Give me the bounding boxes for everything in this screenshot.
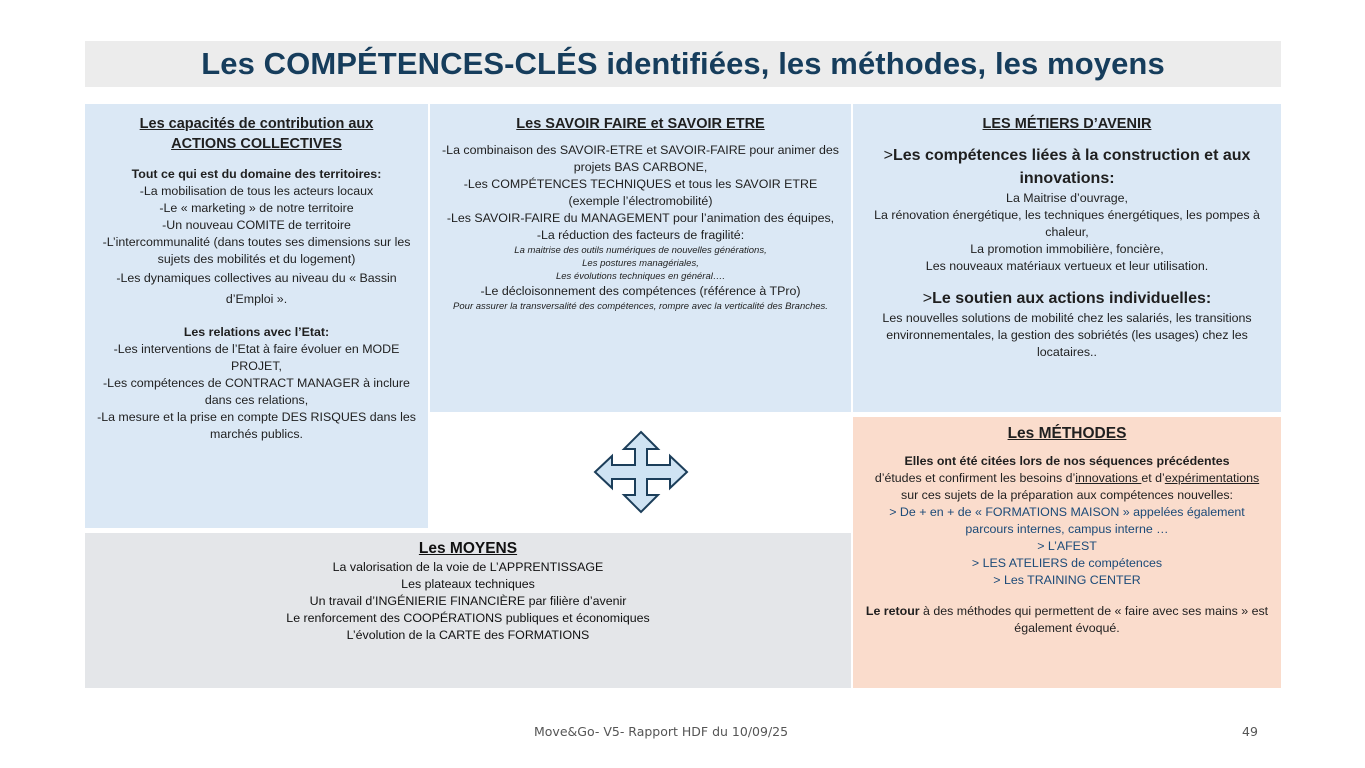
savoir-item: -Les SAVOIR-FAIRE du MANAGEMENT pour l’animation des équipes, (446, 211, 835, 225)
moyens-heading: Les MOYENS (418, 540, 518, 557)
methodes-retour (865, 603, 1269, 637)
methodes-list-item: > L’AFEST (1037, 539, 1097, 553)
savoir-item: -La combinaison des SAVOIR-ETRE et SAVOIR-FAIRE pour animer des projets BAS CARBONE, (442, 143, 839, 174)
moyens-item: L’évolution de la CARTE des FORMATIONS (346, 628, 590, 642)
methodes-list-item: > LES ATELIERS de compétences (971, 556, 1163, 570)
savoir-item: -Le décloisonnement des compétences (référence à TPro) (480, 284, 801, 298)
state-item: -La mesure et la prise en compte DES RISQUES dans les marchés publics. (97, 410, 416, 441)
collective-heading-1: Les capacités de contribution aux (139, 116, 374, 132)
methodes-intro (865, 470, 1269, 504)
construction-item: La Maitrise d’ouvrage, (1006, 191, 1128, 205)
retour-bold: Le retour (865, 604, 920, 618)
intro-part: et d’ (1141, 471, 1165, 485)
four-way-arrow-svg (592, 430, 690, 514)
territories-item: -L’intercommunalité (dans toutes ses dimensions sur les sujets des mobilités et du logement) (102, 235, 411, 266)
intro-part: sur ces sujets de la préparation aux compétences nouvelles: (901, 488, 1233, 502)
experimentations-term: expérimentations (1164, 471, 1260, 485)
savoir-item: -Les COMPÉTENCES TECHNIQUES et tous les SAVOIR ETRE (exemple l’électromobilité) (463, 177, 818, 208)
territories-title: Tout ce qui est du domaine des territoires: (131, 167, 382, 181)
intro-part: d’études et confirment les besoins d’ (874, 471, 1076, 485)
methodes-heading: Les MÉTHODES (1007, 425, 1127, 442)
moyens-box (85, 533, 851, 688)
territories-item: -Les dynamiques collectives au niveau du « Bassin d’Emploi ». (116, 271, 397, 306)
fragility-detail: Les postures managériales, (582, 258, 699, 269)
moyens-item: Les plateaux techniques (401, 577, 535, 591)
individual-title-text: Le soutien aux actions individuelles: (932, 290, 1212, 307)
moyens-item: Le renforcement des COOPÉRATIONS publiques et économiques (286, 611, 650, 625)
footer-text: Move&Go- V5- Rapport HDF du 10/09/25 (534, 724, 789, 739)
page-title: Les COMPÉTENCES-CLÉS identifiées, les méthodes, les moyens (201, 46, 1165, 81)
collective-actions-box (85, 104, 428, 528)
state-item: -Les compétences de CONTRACT MANAGER à inclure dans ces relations, (103, 376, 410, 407)
fragility-detail: La maitrise des outils numériques de nouvelles générations, (514, 245, 767, 256)
construction-item: La rénovation énergétique, les techniques énergétiques, les pompes à chaleur, (874, 208, 1260, 239)
territories-item: -Le « marketing » de notre territoire (159, 201, 354, 215)
methodes-intro-bold: Elles ont été citées lors de nos séquences précédentes (904, 454, 1230, 468)
fragility-detail: Les évolutions techniques en général…. (555, 271, 725, 282)
savoir-item: -La réduction des facteurs de fragilité: (536, 228, 745, 242)
territories-item: -Un nouveau COMITE de territoire (162, 218, 351, 232)
construction-section-title (865, 144, 1269, 190)
methodes-box (853, 417, 1281, 688)
individual-text: Les nouvelles solutions de mobilité chez les salariés, les transitions environnementales, la gestion des sobriétés (les usages) chez les locataires.. (882, 311, 1252, 359)
section-marker: > (883, 147, 893, 164)
metiers-avenir-box (853, 104, 1281, 412)
moyens-item: Un travail d’INGÉNIERIE FINANCIÈRE par filière d’avenir (309, 594, 627, 608)
methodes-list-item: > Les TRAINING CENTER (993, 573, 1141, 587)
metiers-heading: LES MÉTIERS D’AVENIR (982, 116, 1152, 132)
arrow-shape (595, 432, 687, 512)
state-relations-title: Les relations avec l’Etat: (183, 325, 330, 339)
state-item: -Les interventions de l’Etat à faire évoluer en MODE PROJET, (113, 342, 400, 373)
construction-item: Les nouveaux matériaux vertueux et leur utilisation. (925, 259, 1209, 273)
title-bar (85, 41, 1281, 87)
individual-section-title (865, 287, 1269, 310)
innovations-term: innovations (1075, 471, 1142, 485)
four-way-arrow-icon (592, 430, 690, 514)
savoir-faire-box (430, 104, 851, 412)
savoir-heading: Les SAVOIR FAIRE et SAVOIR ETRE (516, 116, 765, 132)
section-marker: > (922, 290, 933, 307)
collective-heading-2: ACTIONS COLLECTIVES (171, 136, 342, 152)
moyens-item: La valorisation de la voie de L’APPRENTISSAGE (332, 560, 604, 574)
construction-title-text: Les compétences liées à la construction et aux innovations: (892, 147, 1251, 187)
page-number: 49 (1242, 724, 1258, 739)
methodes-list-item: > De + en + de « FORMATIONS MAISON » appelées également parcours internes, campus interne … (889, 505, 1245, 536)
territories-item: -La mobilisation de tous les acteurs locaux (139, 184, 374, 198)
construction-item: La promotion immobilière, foncière, (970, 242, 1164, 256)
retour-text: à des méthodes qui permettent de « faire avec ses mains » est également évoqué. (919, 604, 1269, 635)
decloisonnement-detail: Pour assurer la transversalité des compétences, rompre avec la verticalité des Branches. (453, 301, 828, 312)
